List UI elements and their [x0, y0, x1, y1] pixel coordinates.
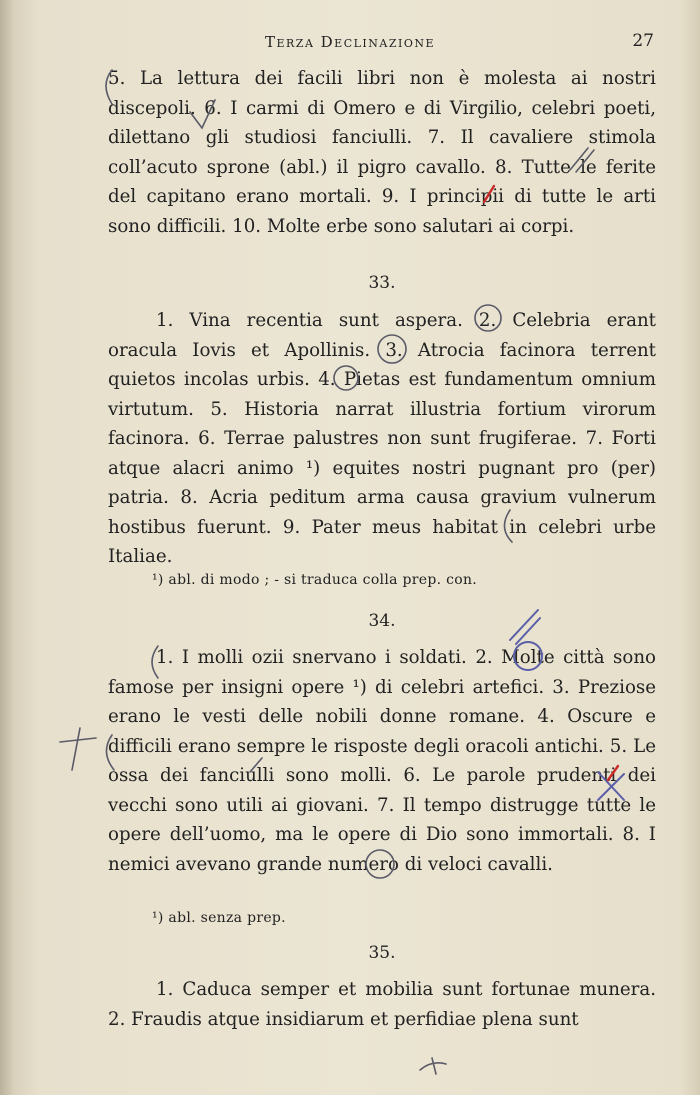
exercise-33-text: 1. Vina recentia sunt aspera. 2. Celebria erant oracula Iovis et Apollinis. 3. Atrocia facinora terrent quietos incolas urbis. 4. Pietas est fundamentum omnium virtutum. 5. Historia narrat illustria fortium virorum facinora. 6. Terrae palustres non sunt frugiferae. 7. Forti atque alacri animo ¹) equites nostri pugnant pro (per) patria. 8. Acria peditum arma causa gravium vulnerum hostibus fuerunt. 9. Pater meus habitat in celebri urbe Italiae.: [108, 310, 656, 567]
page-number: 27: [632, 31, 654, 51]
exercise-34-footnote: ¹) abl. senza prep.: [152, 910, 286, 926]
exercise-32-text: 5. La lettura dei facili libri non è molesta ai nostri discepoli. 6. I carmi di Omero e di Virgilio, celebri poeti, dilettano gli studiosi fanciulli. 7. Il cavaliere stimola coll’acuto sprone (abl.) il pigro cavallo. 8. Tutte le ferite del capitano erano mortali. 9. I principii di tutte le arti sono difficili. 10. Molte erbe sono salutari ai corpi.: [108, 68, 656, 237]
continuation-paragraph: [108, 64, 656, 241]
exercise-35-text: 1. Caduca semper et mobilia sunt fortunae munera. 2. Fraudis atque insidiarum et perfidiae plena sunt: [108, 979, 656, 1030]
exercise-34-text: 1. I molli ozii snervano i soldati. 2. Molte città sono famose per insigni opere ¹) di celebri artefici. 3. Preziose erano le vesti delle nobili donne romane. 4. Oscure e difficili erano sempre le risposte degli oracoli antichi. 5. Le ossa dei fanciulli sono molli. 6. Le parole prudenti dei vecchi sono utili ai giovani. 7. Il tempo distrugge tutte le opere dell’uomo, ma le opere di Dio sono immortali. 8. I nemici avevano grande numero di veloci cavalli.: [108, 647, 656, 875]
chapter-title: Terza Declinazione: [264, 33, 436, 51]
exercise-34-block: [108, 643, 656, 879]
exercise-33-block: [108, 306, 656, 572]
exercise-33-number: 33.: [368, 273, 396, 293]
exercise-34-number: 34.: [368, 611, 396, 631]
running-header: [0, 33, 700, 55]
exercise-35-number: 35.: [368, 943, 396, 963]
exercise-35-block: [108, 975, 656, 1034]
exercise-33-footnote: ¹) abl. di modo ; - si traduca colla prep. con.: [152, 572, 478, 588]
